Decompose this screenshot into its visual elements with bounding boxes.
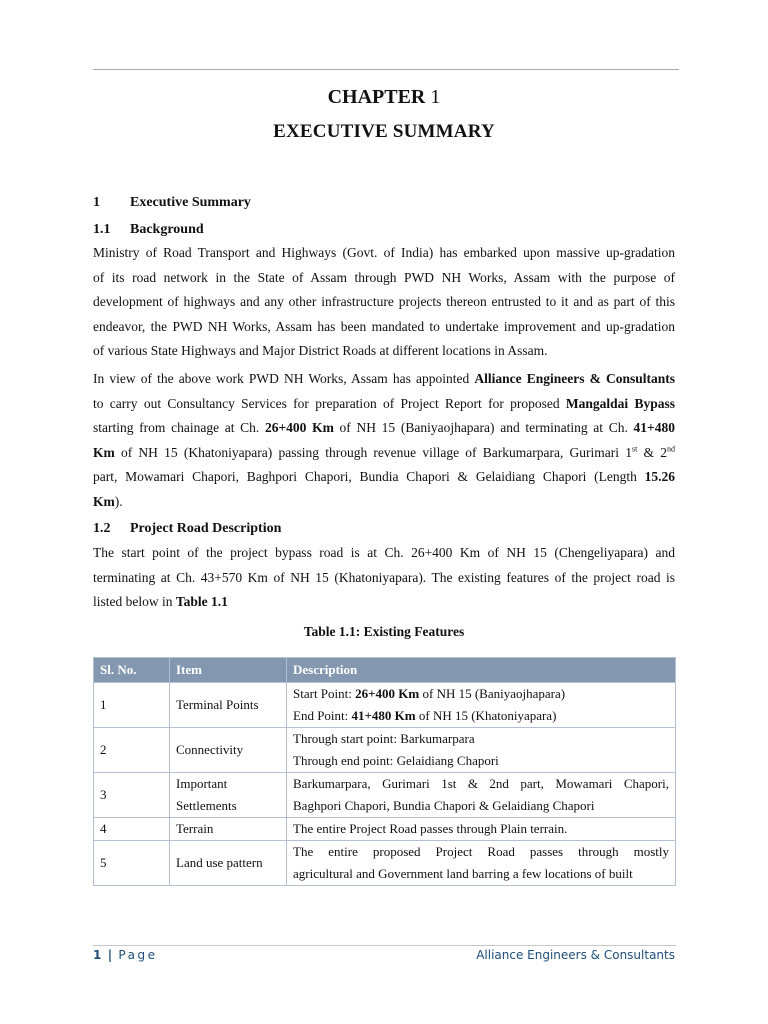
table-cell: Terminal Points [170, 683, 287, 728]
table-row [94, 773, 676, 818]
page-number-footer [93, 948, 157, 962]
table-cell: Land use pattern [170, 841, 287, 886]
table-cell: Terrain [170, 818, 287, 841]
section-title: Background [130, 222, 204, 237]
column-header: Sl. No. [94, 658, 170, 683]
table-row [94, 818, 676, 841]
table-row [94, 728, 676, 773]
section-number: 1.2 [93, 521, 111, 536]
text-line: to carry out Consultancy Services for preparation of Project Report for proposed Mangaldai Bypass [93, 395, 675, 411]
table-cell: 5 [94, 841, 170, 886]
project-name: Mangaldai Bypass [565, 395, 675, 411]
chapter-number: 1 [430, 86, 441, 108]
text-line: In view of the above work PWD NH Works, Assam has appointed Alliance Engineers & Consultants [93, 371, 676, 386]
chapter-title: EXECUTIVE SUMMARY [273, 121, 495, 142]
text-line: Km). [93, 493, 123, 509]
table-caption: Table 1.1: Existing Features [303, 624, 465, 639]
footer-separator: | [107, 948, 113, 962]
column-header: Item [170, 658, 287, 683]
table-cell: Connectivity [170, 728, 287, 773]
section-title: Executive Summary [130, 195, 251, 210]
table-cell: 4 [94, 818, 170, 841]
text-line: endeavor, the PWD NH Works, Assam has been mandated to undertake improvement and up-gradation [93, 318, 675, 334]
text-line: Km of NH 15 (Khatoniyapara) passing through revenue village of Barkumarpara, Gurimari 1st & 2nd [93, 444, 675, 460]
section-1-2-heading [93, 521, 281, 537]
text-line: listed below in Table 1.1 [93, 594, 228, 609]
text-line: terminating at Ch. 43+570 Km of NH 15 (Khatoniyapara). The existing features of the project road is [93, 569, 675, 585]
background-paragraph [93, 241, 675, 364]
text-line: of various State Highways and Major District Roads at different locations in Assam. [93, 343, 548, 358]
text-line: The start point of the project bypass road is at Ch. 26+400 Km of NH 15 (Chengeliyapara) and [93, 545, 675, 560]
table-cell: Start Point: 26+400 Km of NH 15 (Baniyaojhapara) End Point: 41+480 Km of NH 15 (Khatoniyapara) [287, 683, 676, 728]
section-number: 1 [93, 195, 100, 210]
table-header-row [94, 658, 676, 683]
page-label: Page [118, 948, 158, 962]
table-cell: 3 [94, 773, 170, 818]
section-number: 1.1 [93, 222, 111, 237]
section-1-heading [93, 195, 251, 211]
column-header: Description [287, 658, 676, 683]
table-cell: 1 [94, 683, 170, 728]
chapter-word: CHAPTER [327, 86, 426, 108]
table-row [94, 683, 676, 728]
text-line: of its road network in the State of Assam through PWD NH Works, Assam with the purpose of [93, 269, 675, 285]
table-cell: 2 [94, 728, 170, 773]
existing-features-table [93, 657, 676, 886]
table-cell: The entire proposed Project Road passes through mostly agricultural and Government land barring a few locations of built [287, 841, 676, 886]
text-line: Ministry of Road Transport and Highways (Govt. of India) has embarked upon massive up-gradation [93, 245, 675, 260]
section-1-1-heading [93, 222, 204, 238]
table-cell: Barkumarpara, Gurimari 1st & 2nd part, Mowamari Chapori, Baghpori Chapori, Bundia Chapori & Gelaidiang Chapori [287, 773, 676, 818]
footer-company: Alliance Engineers & Consultants [476, 948, 675, 962]
text-line: starting from chainage at Ch. 26+400 Km of NH 15 (Baniyaojhapara) and terminating at Ch. 41+480 [93, 420, 675, 435]
table-reference: Table 1.1 [175, 594, 228, 609]
road-description-paragraph [93, 541, 675, 615]
table-row [94, 841, 676, 886]
text-line: development of highways and any other infrastructure projects thereon entrusted to it and as part of this [93, 294, 675, 309]
chapter-heading [0, 86, 768, 109]
page-number: 1 [93, 948, 102, 962]
table-cell: Through start point: Barkumarpara Through end point: Gelaidiang Chapori [287, 728, 676, 773]
consultant-name: Alliance Engineers & Consultants [474, 371, 676, 386]
section-title: Project Road Description [130, 521, 282, 536]
appointment-paragraph [93, 367, 675, 514]
text-line: part, Mowamari Chapori, Baghpori Chapori, Bundia Chapori & Gelaidiang Chapori (Length 15.26 [93, 469, 675, 484]
header-rule [93, 69, 679, 70]
table-cell: Important Settlements [170, 773, 287, 818]
table-cell: The entire Project Road passes through Plain terrain. [287, 818, 676, 841]
footer-rule [93, 945, 676, 946]
